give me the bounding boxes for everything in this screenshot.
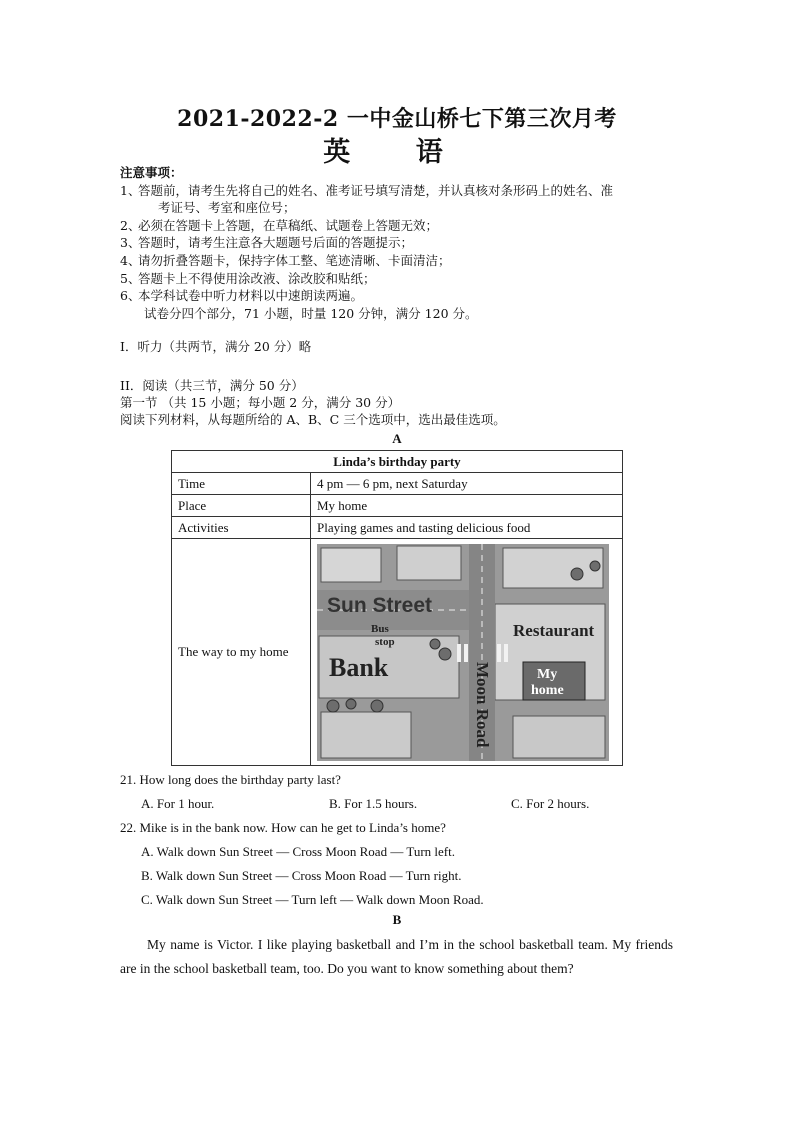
exam-title: 2021-2022-2 一中金山桥七下第三次月考 bbox=[177, 106, 617, 132]
question-22-option-a[interactable]: A. Walk down Sun Street — Cross Moon Road — Turn left. bbox=[141, 844, 455, 859]
note-item: 2、 必须在答题卡上答题，在草稿纸、试题卷上答题无效； bbox=[120, 217, 439, 233]
question-21-option-a[interactable]: A. For 1 hour. bbox=[141, 796, 215, 811]
table-cell: 4 pm — 6 pm, next Saturday bbox=[311, 473, 623, 495]
map-label-stop: stop bbox=[375, 635, 395, 648]
section-reading-part: 第一节 （共 15 小题；每小题 2 分，满分 30 分） bbox=[120, 395, 401, 410]
question-21-option-c[interactable]: C. For 2 hours. bbox=[511, 796, 590, 811]
note-item: 1、 答题前，请考生先将自己的姓名、准考证号填写清楚，并认真核对条形码上的姓名、准 bbox=[120, 182, 614, 198]
question-22-stem: 22. Mike is in the bank now. How can he get to Linda’s home? bbox=[120, 820, 446, 835]
table-row bbox=[172, 539, 623, 766]
table-row bbox=[172, 451, 623, 473]
table-title: Linda’s birthday party bbox=[172, 451, 623, 473]
table-row bbox=[172, 473, 623, 495]
question-21-option-b[interactable]: B. For 1.5 hours. bbox=[329, 796, 418, 811]
party-table bbox=[171, 450, 623, 766]
street-map-image bbox=[317, 544, 609, 761]
question-22-option-c[interactable]: C. Walk down Sun Street — Turn left — Walk down Moon Road. bbox=[141, 892, 484, 907]
table-cell: Playing games and tasting delicious food bbox=[311, 517, 623, 539]
note-item: 4、 请勿折叠答题卡，保持字体工整、笔迹清晰、卡面清洁； bbox=[120, 252, 451, 268]
section-reading-title: II．阅读（共三节，满分 50 分） bbox=[120, 378, 304, 393]
notes-heading: 注意事项： bbox=[120, 165, 183, 180]
notes-summary: 试卷分四个部分，71 小题，时量 120 分钟，满分 120 分。 bbox=[144, 305, 478, 321]
map-cell bbox=[311, 539, 623, 766]
question-21-stem: 21. How long does the birthday party last? bbox=[120, 772, 341, 787]
map-label-bank: Bank bbox=[329, 652, 389, 682]
note-item: 6、 本学科试卷中听力材料以中速朗读两遍。 bbox=[120, 288, 364, 304]
table-cell: Activities bbox=[172, 517, 311, 539]
passage-a-label: A bbox=[392, 431, 402, 446]
subject-title: 英 语 bbox=[323, 137, 471, 168]
map-label-my: My bbox=[537, 666, 558, 682]
table-cell: Place bbox=[172, 495, 311, 517]
question-22-option-b[interactable]: B. Walk down Sun Street — Cross Moon Road — Turn right. bbox=[141, 868, 462, 883]
passage-b-text: My name is Victor. I like playing basketball and I’m in the school basketball team. My friends are in the school basketball team, too. Do you want to know something about them? bbox=[120, 937, 673, 976]
section-reading-instruction: 阅读下列材料，从每题所给的 A、B、C 三个选项中，选出最佳选项。 bbox=[120, 412, 506, 427]
section-listening: I．听力（共两节，满分 20 分）略 bbox=[120, 339, 312, 354]
exam-notes bbox=[120, 164, 680, 322]
table-row bbox=[172, 495, 623, 517]
map-label-moon-road: Moon Road bbox=[473, 661, 492, 747]
map-label-restaurant: Restaurant bbox=[513, 620, 595, 640]
table-cell: My home bbox=[311, 495, 623, 517]
note-item: 3、 答题时，请考生注意各大题题号后面的答题提示； bbox=[120, 235, 414, 251]
map-label-bus: Bus bbox=[371, 622, 389, 635]
note-item: 5、 答题卡上不得使用涂改液、涂改胶和贴纸； bbox=[120, 270, 376, 286]
note-item: 考证号、考室和座位号； bbox=[158, 200, 296, 216]
table-cell: Time bbox=[172, 473, 311, 495]
table-row bbox=[172, 517, 623, 539]
table-cell: The way to my home bbox=[172, 539, 311, 766]
map-label-home: home bbox=[531, 682, 564, 698]
map-label-sun-street: Sun Street bbox=[327, 593, 433, 617]
passage-b-label: B bbox=[392, 912, 402, 927]
